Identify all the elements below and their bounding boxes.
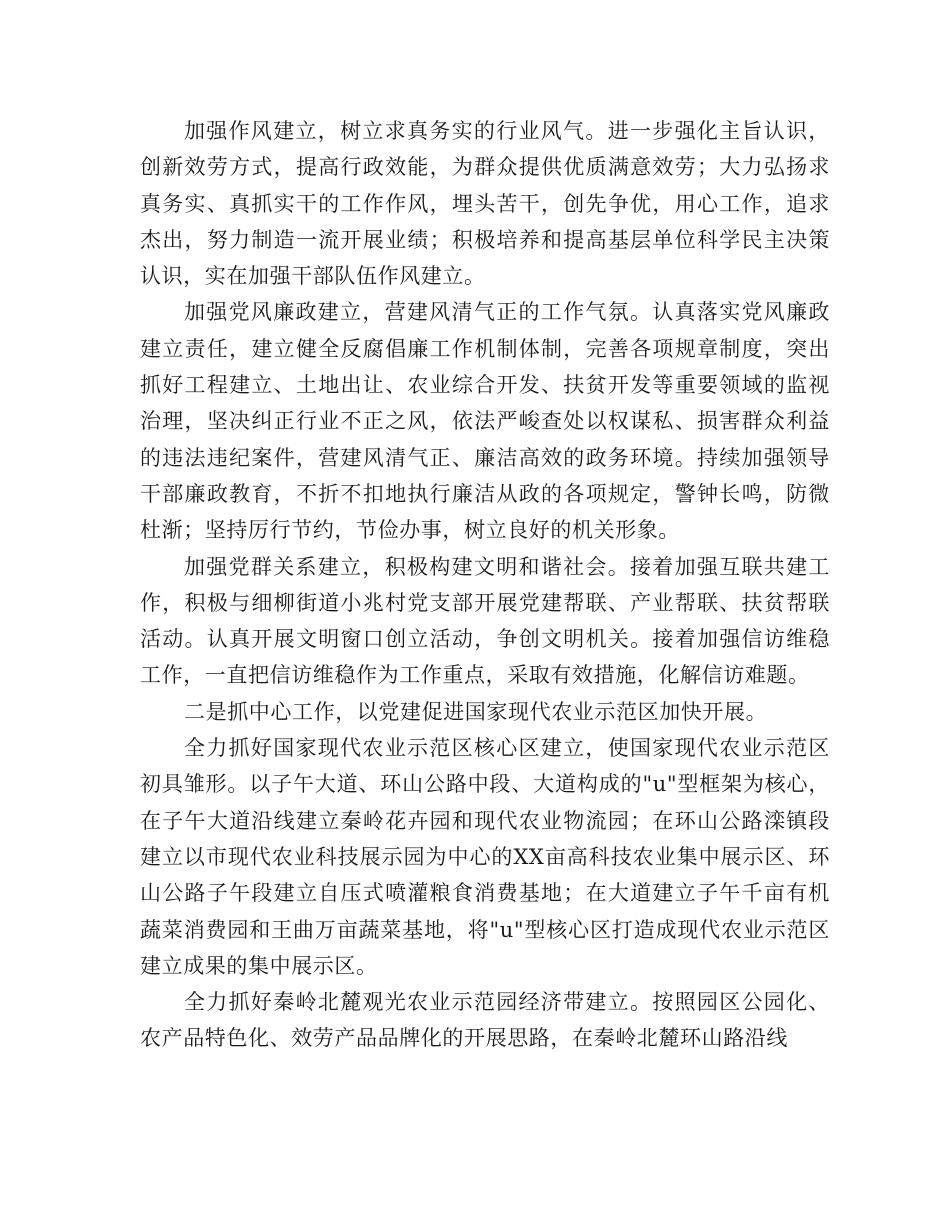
- paragraph-integrity: 加强党风廉政建立，营建风清气正的工作气氛。认真落实党风廉政建立责任，建立健全反腐倡廉工作机制体制，完善各项规章制度，突出抓好工程建立、土地出让、农业综合开发、扶贫开发等重要领域的监视治理，坚决纠正行业不正之风，依法严峻查处以权谋私、损害群众利益的违法违纪案件，营建风清气正、廉洁高效的政务环境。持续加强领导干部廉政教育，不折不扣地执行廉洁从政的各项规定，警钟长鸣，防微杜渐；坚持厉行节约，节俭办事，树立良好的机关形象。: [140, 300, 830, 543]
- document-body: [140, 113, 830, 1057]
- paragraph-party-mass-relations: 加强党群关系建立，积极构建文明和谐社会。接着加强互联共建工作，积极与细柳街道小兆村党支部开展党建帮联、产业帮联、扶贫帮联活动。认真开展文明窗口创立活动，争创文明机关。接着加强信访维稳工作，一直把信访维稳作为工作重点，采取有效措施，化解信访难题。: [140, 554, 830, 688]
- paragraph-qinling-belt: 全力抓好秦岭北麓观光农业示范园经济带建立。按照园区公园化、农产品特色化、效劳产品品牌化的开展思路，在秦岭北麓环山路沿线: [140, 990, 830, 1051]
- paragraph-section-heading: 二是抓中心工作，以党建促进国家现代农业示范区加快开展。: [184, 699, 768, 724]
- paragraph-work-style: 加强作风建立，树立求真务实的行业风气。进一步强化主旨认识，创新效劳方式，提高行政效能，为群众提供优质满意效劳；大力弘扬求真务实、真抓实干的工作作风，埋头苦干，创先争优，用心工作，追求杰出，努力制造一流开展业绩；积极培养和提高基层单位科学民主决策认识，实在加强干部队伍作风建立。: [140, 119, 830, 289]
- paragraph-demo-zone-core: 全力抓好国家现代农业示范区核心区建立，使国家现代农业示范区初具雏形。以子午大道、环山公路中段、大道构成的"u"型框架为核心，在子午大道沿线建立秦岭花卉园和现代农业物流园；在环山公路滦镇段建立以市现代农业科技展示园为中心的XX亩高科技农业集中展示区、环山公路子午段建立自压式喷灌粮食消费基地；在大道建立子午千亩有机蔬菜消费园和王曲万亩蔬菜基地，将"u"型核心区打造成现代农业示范区建立成果的集中展示区。: [140, 736, 830, 978]
